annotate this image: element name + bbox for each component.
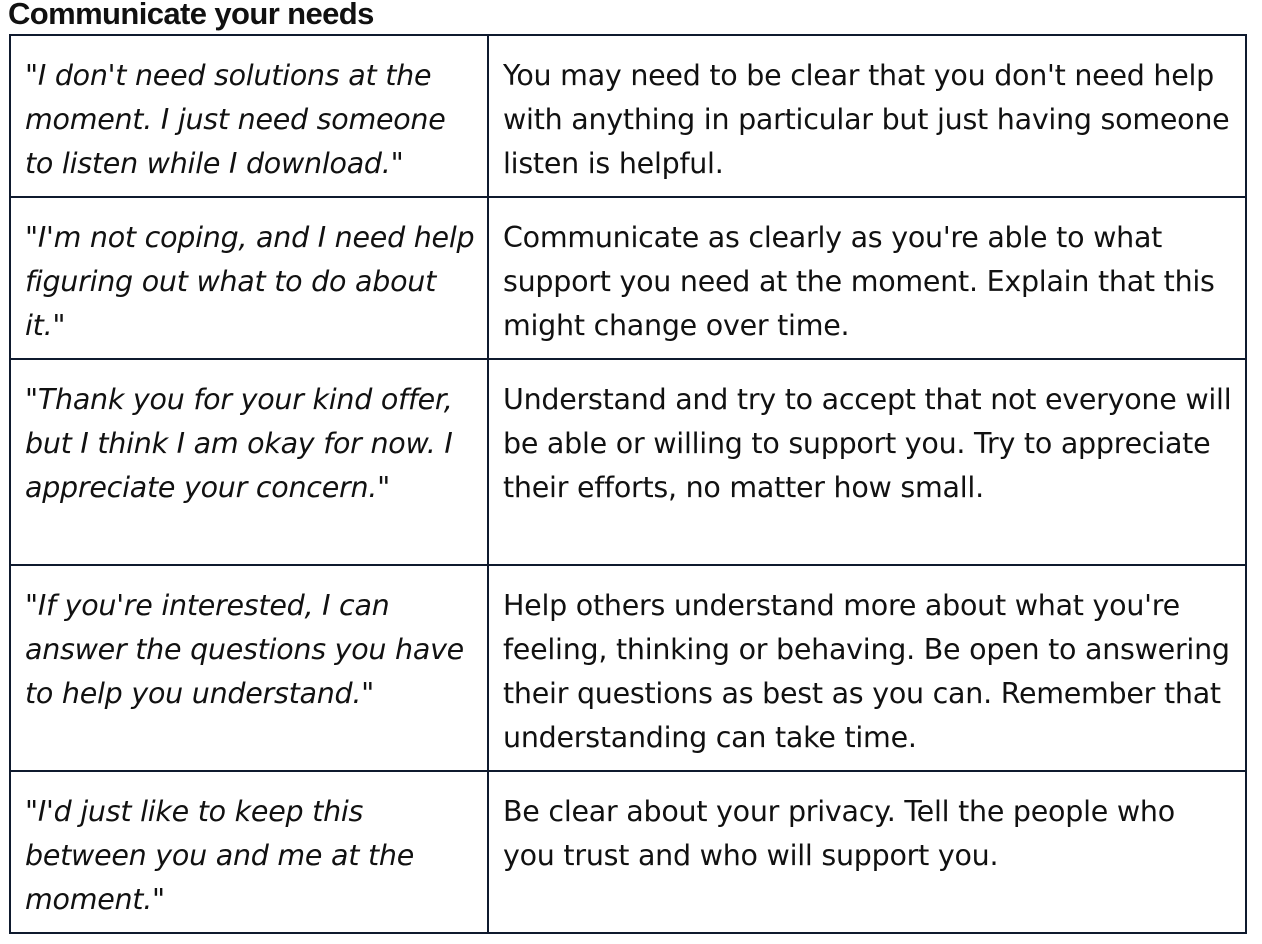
phrase-text: "Thank you for your kind offer, but I think I am okay for now. I appreciate your concern." bbox=[25, 383, 453, 504]
phrase-text: "I don't need solutions at the moment. I just need someone to listen while I download." bbox=[25, 59, 446, 180]
table-row bbox=[10, 565, 1246, 771]
advice-cell bbox=[488, 771, 1246, 933]
advice-text: Help others understand more about what you're feeling, thinking or behaving. Be open to answering their questions as best as you can. Remember that understanding can take time. bbox=[503, 589, 1230, 754]
advice-text: Be clear about your privacy. Tell the people who you trust and who will support you. bbox=[503, 795, 1175, 872]
phrase-text: "I'm not coping, and I need help figuring out what to do about it." bbox=[25, 221, 475, 342]
advice-cell bbox=[488, 197, 1246, 359]
phrase-cell bbox=[10, 35, 488, 197]
advice-cell bbox=[488, 565, 1246, 771]
phrase-text: "If you're interested, I can answer the questions you have to help you understand." bbox=[25, 589, 464, 710]
needs-table bbox=[9, 34, 1247, 934]
table-row bbox=[10, 359, 1246, 565]
phrase-text: "I'd just like to keep this between you and me at the moment." bbox=[25, 795, 414, 916]
table-row bbox=[10, 197, 1246, 359]
advice-text: Understand and try to accept that not everyone will be able or willing to support you. Try to appreciate their efforts, no matter how small. bbox=[503, 383, 1232, 504]
page-title: Communicate your needs bbox=[8, 0, 374, 31]
phrase-cell bbox=[10, 771, 488, 933]
phrase-cell bbox=[10, 565, 488, 771]
advice-text: You may need to be clear that you don't need help with anything in particular but just having someone listen is helpful. bbox=[503, 59, 1230, 180]
advice-cell bbox=[488, 359, 1246, 565]
advice-cell bbox=[488, 35, 1246, 197]
phrase-cell bbox=[10, 197, 488, 359]
table-row bbox=[10, 35, 1246, 197]
phrase-cell bbox=[10, 359, 488, 565]
table-row bbox=[10, 771, 1246, 933]
advice-text: Communicate as clearly as you're able to what support you need at the moment. Explain that this might change over time. bbox=[503, 221, 1215, 342]
